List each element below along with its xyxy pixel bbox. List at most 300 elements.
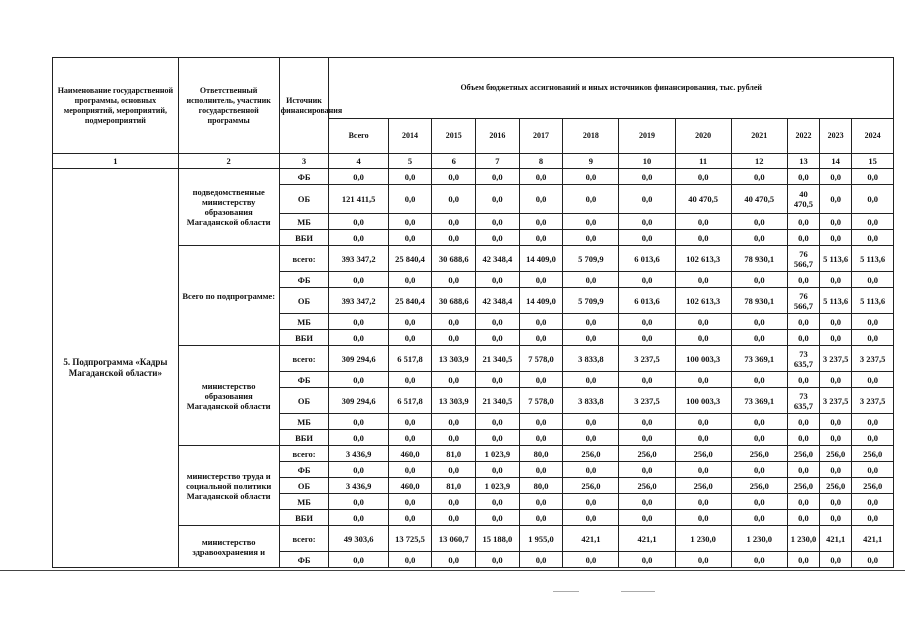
value-cell: 0,0 (519, 230, 563, 246)
value-cell: 256,0 (731, 478, 787, 494)
column-number: 12 (731, 154, 787, 169)
value-cell: 0,0 (820, 185, 852, 214)
value-cell: 256,0 (619, 478, 675, 494)
rule-mark (621, 591, 655, 592)
value-cell: 256,0 (820, 478, 852, 494)
column-number: 6 (432, 154, 476, 169)
value-cell: 0,0 (476, 414, 520, 430)
value-cell: 0,0 (563, 414, 619, 430)
value-cell: 0,0 (675, 552, 731, 568)
value-cell: 256,0 (675, 446, 731, 462)
value-cell: 0,0 (519, 372, 563, 388)
value-cell: 40 470,5 (731, 185, 787, 214)
value-cell: 73 635,7 (787, 346, 819, 372)
executor-cell: министерство образования Магаданской области (178, 346, 279, 446)
value-cell: 0,0 (476, 462, 520, 478)
value-cell: 0,0 (432, 494, 476, 510)
table-row (53, 526, 894, 552)
value-cell: 21 340,5 (476, 346, 520, 372)
value-cell: 0,0 (619, 462, 675, 478)
value-cell: 0,0 (563, 185, 619, 214)
value-cell: 3 237,5 (619, 388, 675, 414)
value-cell: 0,0 (787, 510, 819, 526)
value-cell: 102 613,3 (675, 288, 731, 314)
value-cell: 3 237,5 (852, 388, 894, 414)
value-cell: 0,0 (329, 372, 388, 388)
value-cell: 0,0 (852, 314, 894, 330)
value-cell: 0,0 (432, 430, 476, 446)
column-number: 13 (787, 154, 819, 169)
value-cell: 0,0 (388, 272, 432, 288)
value-cell: 30 688,6 (432, 246, 476, 272)
header-year: 2016 (476, 119, 520, 154)
source-cell: всего: (279, 346, 329, 372)
value-cell: 0,0 (619, 430, 675, 446)
value-cell: 0,0 (852, 230, 894, 246)
value-cell: 0,0 (675, 169, 731, 185)
header-year: 2021 (731, 119, 787, 154)
value-cell: 13 060,7 (432, 526, 476, 552)
value-cell: 30 688,6 (432, 288, 476, 314)
value-cell: 0,0 (388, 494, 432, 510)
value-cell: 6 517,8 (388, 346, 432, 372)
value-cell: 0,0 (432, 314, 476, 330)
value-cell: 0,0 (787, 272, 819, 288)
value-cell: 0,0 (432, 230, 476, 246)
value-cell: 81,0 (432, 446, 476, 462)
value-cell: 0,0 (675, 414, 731, 430)
header-name: Наименование государственной программы, основных мероприятий, мероприятий, подмероприятий (53, 58, 179, 154)
source-cell: ОБ (279, 185, 329, 214)
column-number: 7 (476, 154, 520, 169)
source-cell: МБ (279, 314, 329, 330)
value-cell: 0,0 (820, 230, 852, 246)
source-cell: всего: (279, 246, 329, 272)
value-cell: 0,0 (563, 169, 619, 185)
value-cell: 0,0 (787, 330, 819, 346)
value-cell: 3 237,5 (820, 346, 852, 372)
value-cell: 0,0 (563, 330, 619, 346)
value-cell: 421,1 (852, 526, 894, 552)
value-cell: 0,0 (820, 272, 852, 288)
value-cell: 0,0 (731, 230, 787, 246)
value-cell: 73 369,1 (731, 388, 787, 414)
value-cell: 0,0 (787, 214, 819, 230)
value-cell: 0,0 (432, 372, 476, 388)
value-cell: 13 725,5 (388, 526, 432, 552)
table-row (53, 246, 894, 272)
value-cell: 0,0 (329, 214, 388, 230)
value-cell: 0,0 (388, 314, 432, 330)
value-cell: 0,0 (388, 214, 432, 230)
value-cell: 0,0 (787, 552, 819, 568)
value-cell: 0,0 (787, 494, 819, 510)
value-cell: 14 409,0 (519, 246, 563, 272)
header-total: Всего (329, 119, 388, 154)
column-number: 2 (178, 154, 279, 169)
value-cell: 0,0 (388, 430, 432, 446)
value-cell: 13 303,9 (432, 388, 476, 414)
value-cell: 0,0 (787, 462, 819, 478)
executor-cell: подведомственные министерству образования Магаданской области (178, 169, 279, 246)
value-cell: 15 188,0 (476, 526, 520, 552)
column-number: 14 (820, 154, 852, 169)
header-row (53, 58, 894, 119)
value-cell: 14 409,0 (519, 288, 563, 314)
value-cell: 0,0 (563, 214, 619, 230)
column-number: 10 (619, 154, 675, 169)
value-cell: 0,0 (329, 430, 388, 446)
value-cell: 76 566,7 (787, 288, 819, 314)
value-cell: 256,0 (563, 478, 619, 494)
value-cell: 78 930,1 (731, 246, 787, 272)
value-cell: 0,0 (852, 214, 894, 230)
value-cell: 0,0 (476, 494, 520, 510)
value-cell: 0,0 (675, 430, 731, 446)
value-cell: 0,0 (787, 169, 819, 185)
value-cell: 0,0 (852, 462, 894, 478)
value-cell: 256,0 (820, 446, 852, 462)
value-cell: 0,0 (731, 372, 787, 388)
header-executor: Ответственный исполнитель, участник государственной программы (178, 58, 279, 154)
value-cell: 0,0 (619, 494, 675, 510)
value-cell: 0,0 (675, 494, 731, 510)
header-year: 2014 (388, 119, 432, 154)
value-cell: 256,0 (787, 478, 819, 494)
value-cell: 0,0 (563, 494, 619, 510)
value-cell: 0,0 (731, 552, 787, 568)
value-cell: 0,0 (619, 185, 675, 214)
value-cell: 0,0 (619, 214, 675, 230)
value-cell: 102 613,3 (675, 246, 731, 272)
value-cell: 0,0 (787, 314, 819, 330)
value-cell: 0,0 (329, 552, 388, 568)
value-cell: 0,0 (820, 462, 852, 478)
value-cell: 0,0 (820, 169, 852, 185)
source-cell: МБ (279, 214, 329, 230)
value-cell: 0,0 (731, 314, 787, 330)
value-cell: 7 578,0 (519, 346, 563, 372)
value-cell: 256,0 (563, 446, 619, 462)
source-cell: МБ (279, 414, 329, 430)
value-cell: 73 635,7 (787, 388, 819, 414)
value-cell: 0,0 (731, 272, 787, 288)
value-cell: 460,0 (388, 478, 432, 494)
column-number: 4 (329, 154, 388, 169)
value-cell: 0,0 (852, 510, 894, 526)
value-cell: 100 003,3 (675, 388, 731, 414)
value-cell: 3 436,9 (329, 478, 388, 494)
value-cell: 49 303,6 (329, 526, 388, 552)
value-cell: 0,0 (731, 169, 787, 185)
value-cell: 100 003,3 (675, 346, 731, 372)
value-cell: 0,0 (519, 552, 563, 568)
value-cell: 0,0 (476, 214, 520, 230)
value-cell: 3 833,8 (563, 346, 619, 372)
value-cell: 0,0 (432, 552, 476, 568)
executor-cell: министерство здравоохранения и (178, 526, 279, 568)
value-cell: 80,0 (519, 446, 563, 462)
value-cell: 0,0 (519, 185, 563, 214)
value-cell: 256,0 (731, 446, 787, 462)
value-cell: 0,0 (820, 510, 852, 526)
value-cell: 0,0 (852, 414, 894, 430)
value-cell: 256,0 (787, 446, 819, 462)
value-cell: 0,0 (519, 494, 563, 510)
value-cell: 256,0 (619, 446, 675, 462)
value-cell: 0,0 (329, 462, 388, 478)
value-cell: 13 303,9 (432, 346, 476, 372)
header-volume: Объем бюджетных ассигнований и иных источников финансирования, тыс. рублей (329, 58, 894, 119)
value-cell: 0,0 (519, 414, 563, 430)
source-cell: ВБИ (279, 430, 329, 446)
value-cell: 0,0 (476, 372, 520, 388)
value-cell: 5 709,9 (563, 288, 619, 314)
value-cell: 0,0 (432, 185, 476, 214)
source-cell: ФБ (279, 272, 329, 288)
value-cell: 0,0 (388, 230, 432, 246)
value-cell: 0,0 (619, 314, 675, 330)
value-cell: 3 237,5 (852, 346, 894, 372)
value-cell: 0,0 (619, 169, 675, 185)
value-cell: 0,0 (476, 552, 520, 568)
value-cell: 42 348,4 (476, 288, 520, 314)
column-number: 5 (388, 154, 432, 169)
source-cell: МБ (279, 494, 329, 510)
value-cell: 81,0 (432, 478, 476, 494)
value-cell: 6 517,8 (388, 388, 432, 414)
value-cell: 0,0 (852, 169, 894, 185)
value-cell: 393 347,2 (329, 246, 388, 272)
program-name: 5. Подпрограмма «Кадры Магаданской области» (53, 169, 179, 568)
source-cell: ОБ (279, 388, 329, 414)
value-cell: 25 840,4 (388, 288, 432, 314)
value-cell: 0,0 (731, 414, 787, 430)
value-cell: 0,0 (787, 430, 819, 446)
value-cell: 0,0 (675, 230, 731, 246)
value-cell: 0,0 (619, 510, 675, 526)
value-cell: 0,0 (820, 414, 852, 430)
table-row (53, 446, 894, 462)
value-cell: 3 237,5 (820, 388, 852, 414)
source-cell: ВБИ (279, 230, 329, 246)
value-cell: 0,0 (329, 494, 388, 510)
value-cell: 5 709,9 (563, 246, 619, 272)
value-cell: 1 230,0 (787, 526, 819, 552)
value-cell: 5 113,6 (852, 246, 894, 272)
value-cell: 6 013,6 (619, 246, 675, 272)
value-cell: 0,0 (519, 272, 563, 288)
value-cell: 0,0 (563, 510, 619, 526)
value-cell: 0,0 (476, 185, 520, 214)
source-cell: ФБ (279, 552, 329, 568)
rule-mark (553, 591, 579, 592)
value-cell: 0,0 (432, 169, 476, 185)
header-year: 2017 (519, 119, 563, 154)
value-cell: 0,0 (432, 462, 476, 478)
value-cell: 0,0 (388, 510, 432, 526)
value-cell: 0,0 (675, 330, 731, 346)
value-cell: 0,0 (852, 330, 894, 346)
value-cell: 1 023,9 (476, 446, 520, 462)
value-cell: 0,0 (787, 372, 819, 388)
value-cell: 0,0 (329, 414, 388, 430)
value-cell: 73 369,1 (731, 346, 787, 372)
value-cell: 0,0 (519, 330, 563, 346)
value-cell: 0,0 (519, 430, 563, 446)
header-year: 2024 (852, 119, 894, 154)
executor-cell: министерство труда и социальной политики Магаданской области (178, 446, 279, 526)
value-cell: 256,0 (852, 478, 894, 494)
value-cell: 0,0 (852, 372, 894, 388)
source-cell: ВБИ (279, 510, 329, 526)
value-cell: 0,0 (731, 330, 787, 346)
value-cell: 0,0 (329, 510, 388, 526)
value-cell: 256,0 (852, 446, 894, 462)
source-cell: ОБ (279, 478, 329, 494)
value-cell: 0,0 (619, 552, 675, 568)
value-cell: 40 470,5 (787, 185, 819, 214)
value-cell: 1 023,9 (476, 478, 520, 494)
value-cell: 0,0 (675, 314, 731, 330)
source-cell: ОБ (279, 288, 329, 314)
value-cell: 21 340,5 (476, 388, 520, 414)
value-cell: 0,0 (675, 462, 731, 478)
value-cell: 0,0 (388, 372, 432, 388)
value-cell: 7 578,0 (519, 388, 563, 414)
value-cell: 0,0 (432, 330, 476, 346)
value-cell: 0,0 (675, 272, 731, 288)
value-cell: 0,0 (563, 314, 619, 330)
value-cell: 0,0 (852, 494, 894, 510)
value-cell: 5 113,6 (820, 288, 852, 314)
value-cell: 0,0 (820, 494, 852, 510)
value-cell: 0,0 (619, 414, 675, 430)
value-cell: 0,0 (519, 510, 563, 526)
value-cell: 0,0 (852, 552, 894, 568)
value-cell: 309 294,6 (329, 346, 388, 372)
value-cell: 0,0 (519, 169, 563, 185)
value-cell: 0,0 (519, 214, 563, 230)
value-cell: 0,0 (619, 272, 675, 288)
header-year: 2023 (820, 119, 852, 154)
source-cell: всего: (279, 446, 329, 462)
value-cell: 3 237,5 (619, 346, 675, 372)
column-number: 8 (519, 154, 563, 169)
value-cell: 0,0 (787, 230, 819, 246)
value-cell: 0,0 (329, 230, 388, 246)
value-cell: 0,0 (432, 214, 476, 230)
value-cell: 309 294,6 (329, 388, 388, 414)
value-cell: 0,0 (820, 552, 852, 568)
value-cell: 40 470,5 (675, 185, 731, 214)
column-number: 11 (675, 154, 731, 169)
value-cell: 0,0 (731, 430, 787, 446)
value-cell: 3 833,8 (563, 388, 619, 414)
source-cell: ВБИ (279, 330, 329, 346)
source-cell: ФБ (279, 462, 329, 478)
value-cell: 0,0 (731, 494, 787, 510)
value-cell: 0,0 (787, 414, 819, 430)
value-cell: 0,0 (820, 330, 852, 346)
value-cell: 0,0 (563, 372, 619, 388)
value-cell: 0,0 (476, 230, 520, 246)
value-cell: 0,0 (731, 510, 787, 526)
value-cell: 0,0 (852, 185, 894, 214)
header-year: 2015 (432, 119, 476, 154)
value-cell: 421,1 (820, 526, 852, 552)
value-cell: 1 230,0 (731, 526, 787, 552)
column-number: 15 (852, 154, 894, 169)
page-bottom-line (0, 570, 905, 571)
value-cell: 0,0 (329, 169, 388, 185)
value-cell: 0,0 (519, 462, 563, 478)
value-cell: 421,1 (563, 526, 619, 552)
value-cell: 0,0 (820, 430, 852, 446)
value-cell: 0,0 (852, 430, 894, 446)
value-cell: 78 930,1 (731, 288, 787, 314)
source-cell: ФБ (279, 372, 329, 388)
value-cell: 5 113,6 (852, 288, 894, 314)
table-row (53, 346, 894, 372)
value-cell: 0,0 (675, 510, 731, 526)
value-cell: 0,0 (731, 214, 787, 230)
value-cell: 0,0 (432, 414, 476, 430)
value-cell: 42 348,4 (476, 246, 520, 272)
value-cell: 256,0 (675, 478, 731, 494)
value-cell: 393 347,2 (329, 288, 388, 314)
value-cell: 0,0 (388, 462, 432, 478)
value-cell: 0,0 (329, 314, 388, 330)
value-cell: 0,0 (563, 430, 619, 446)
source-cell: всего: (279, 526, 329, 552)
header-year: 2019 (619, 119, 675, 154)
value-cell: 0,0 (388, 552, 432, 568)
value-cell: 0,0 (329, 272, 388, 288)
value-cell: 0,0 (820, 314, 852, 330)
value-cell: 0,0 (563, 552, 619, 568)
column-number: 1 (53, 154, 179, 169)
value-cell: 0,0 (476, 272, 520, 288)
value-cell: 0,0 (432, 510, 476, 526)
executor-cell: Всего по подпрограмме: (178, 246, 279, 346)
value-cell: 0,0 (388, 414, 432, 430)
value-cell: 1 230,0 (675, 526, 731, 552)
value-cell: 0,0 (852, 272, 894, 288)
value-cell: 460,0 (388, 446, 432, 462)
value-cell: 0,0 (519, 314, 563, 330)
value-cell: 0,0 (619, 330, 675, 346)
header-year: 2020 (675, 119, 731, 154)
value-cell: 0,0 (476, 510, 520, 526)
value-cell: 421,1 (619, 526, 675, 552)
value-cell: 0,0 (619, 230, 675, 246)
value-cell: 0,0 (675, 372, 731, 388)
value-cell: 0,0 (388, 185, 432, 214)
value-cell: 0,0 (388, 330, 432, 346)
header-year: 2018 (563, 119, 619, 154)
column-number: 9 (563, 154, 619, 169)
value-cell: 0,0 (820, 372, 852, 388)
value-cell: 0,0 (476, 314, 520, 330)
value-cell: 0,0 (563, 230, 619, 246)
source-cell: ФБ (279, 169, 329, 185)
value-cell: 0,0 (388, 169, 432, 185)
value-cell: 121 411,5 (329, 185, 388, 214)
column-number: 3 (279, 154, 329, 169)
value-cell: 76 566,7 (787, 246, 819, 272)
value-cell: 0,0 (476, 430, 520, 446)
